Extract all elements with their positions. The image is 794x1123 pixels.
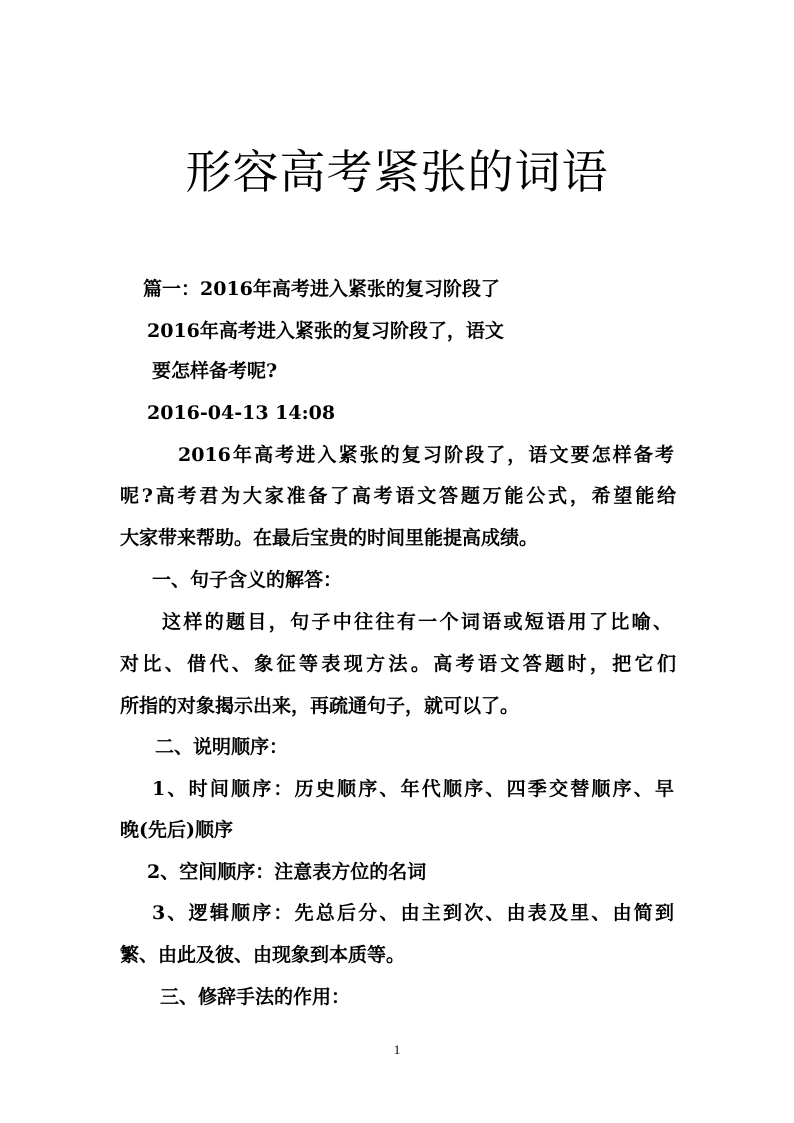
article-title-line-1: 2016年高考进入紧张的复习阶段了，语文 xyxy=(147,320,504,342)
point2-item3-line-1: 3、逻辑顺序：先总后分、由主到次、由表及里、由简到 xyxy=(152,902,674,924)
point1-line-3: 所指的对象揭示出来，再疏通句子，就可以了。 xyxy=(120,695,520,717)
intro-line-2: 呢?高考君为大家准备了高考语文答题万能公式，希望能给 xyxy=(120,485,676,507)
article-timestamp: 2016-04-13 14:08 xyxy=(147,402,336,424)
document-title: 形容高考紧张的词语 xyxy=(185,145,609,199)
point3-heading: 三、修辞手法的作用： xyxy=(160,986,351,1008)
article-title-line-2: 要怎样备考呢? xyxy=(152,360,278,382)
point2-item3-line-2: 繁、由此及彼、由现象到本质等。 xyxy=(120,944,406,966)
point2-item2: 2、空间顺序：注意表方位的名词 xyxy=(147,861,427,883)
intro-line-1: 2016年高考进入紧张的复习阶段了，语文要怎样备考 xyxy=(178,444,674,466)
point1-heading: 一、句子含义的解答： xyxy=(152,569,343,591)
intro-line-3: 大家带来帮助。在最后宝贵的时间里能提高成绩。 xyxy=(120,527,539,549)
point2-heading: 二、说明顺序： xyxy=(155,736,289,758)
point2-item1-line-1: 1、时间顺序：历史顺序、年代顺序、四季交替顺序、早 xyxy=(152,778,674,800)
point1-line-2: 对比、借代、象征等表现方法。高考语文答题时，把它们 xyxy=(120,653,676,675)
point2-item1-line-2: 晚(先后)顺序 xyxy=(120,819,233,841)
section-heading: 篇一：2016年高考进入紧张的复习阶段了 xyxy=(143,278,500,300)
page-number: 1 xyxy=(393,1042,401,1057)
point1-line-1: 这样的题目，句子中往往有一个词语或短语用了比喻、 xyxy=(162,611,672,633)
